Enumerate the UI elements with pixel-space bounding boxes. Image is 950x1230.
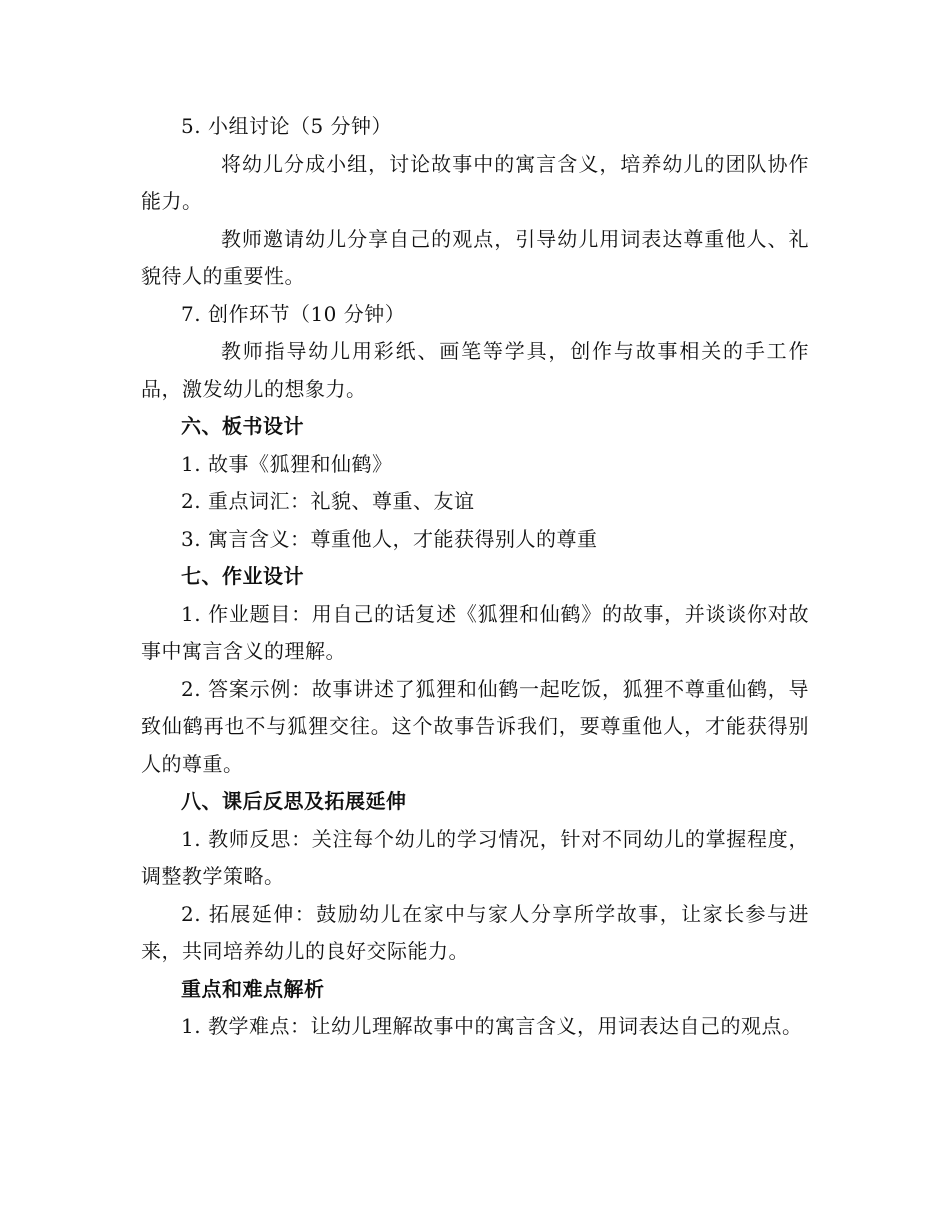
list-item-difficulty: 1. 教学难点：让幼儿理解故事中的寓言含义，用词表达自己的观点。 — [181, 1014, 803, 1038]
section-heading-reflection: 八、课后反思及拓展延伸 — [181, 789, 407, 813]
list-item-board-moral: 3. 寓言含义：尊重他人，才能获得别人的尊重 — [181, 526, 598, 551]
list-item-board-vocab: 2. 重点词汇：礼貌、尊重、友谊 — [181, 489, 475, 513]
list-item-extension: 2. 拓展延伸：鼓励幼儿在家中与家人分享所学故事，让家长参与进来，共同培养幼儿的良好交际能力。 — [141, 901, 809, 963]
section-heading-homework: 七、作业设计 — [181, 564, 304, 588]
section-heading-key-points: 重点和难点解析 — [181, 976, 325, 1001]
list-item-homework-answer: 2. 答案示例：故事讲述了狐狸和仙鹤一起吃饭，狐狸不尊重仙鹤，导致仙鹤再也不与狐狸交往。这个故事告诉我们，要尊重他人，才能获得别人的尊重。 — [141, 676, 809, 776]
list-item-creation: 7. 创作环节（10 分钟） — [181, 301, 406, 326]
paragraph-creation: 教师指导幼儿用彩纸、画笔等学具，创作与故事相关的手工作品，激发幼儿的想象力。 — [141, 339, 809, 401]
paragraph-share-views: 教师邀请幼儿分享自己的观点，引导幼儿用词表达尊重他人、礼貌待人的重要性。 — [141, 226, 809, 288]
section-heading-blackboard: 六、板书设计 — [181, 414, 304, 438]
list-item-group-discussion: 5. 小组讨论（5 分钟） — [181, 114, 393, 138]
list-item-board-story: 1. 故事《狐狸和仙鹤》 — [181, 451, 393, 476]
list-item-homework-topic: 1. 作业题目：用自己的话复述《狐狸和仙鹤》的故事，并谈谈你对故事中寓言含义的理解。 — [141, 601, 809, 663]
document-body — [141, 108, 809, 1046]
paragraph-group-discussion: 将幼儿分成小组，讨论故事中的寓言含义，培养幼儿的团队协作能力。 — [141, 151, 809, 213]
list-item-teacher-reflection: 1. 教师反思：关注每个幼儿的学习情况，针对不同幼儿的掌握程度，调整教学策略。 — [141, 826, 809, 888]
